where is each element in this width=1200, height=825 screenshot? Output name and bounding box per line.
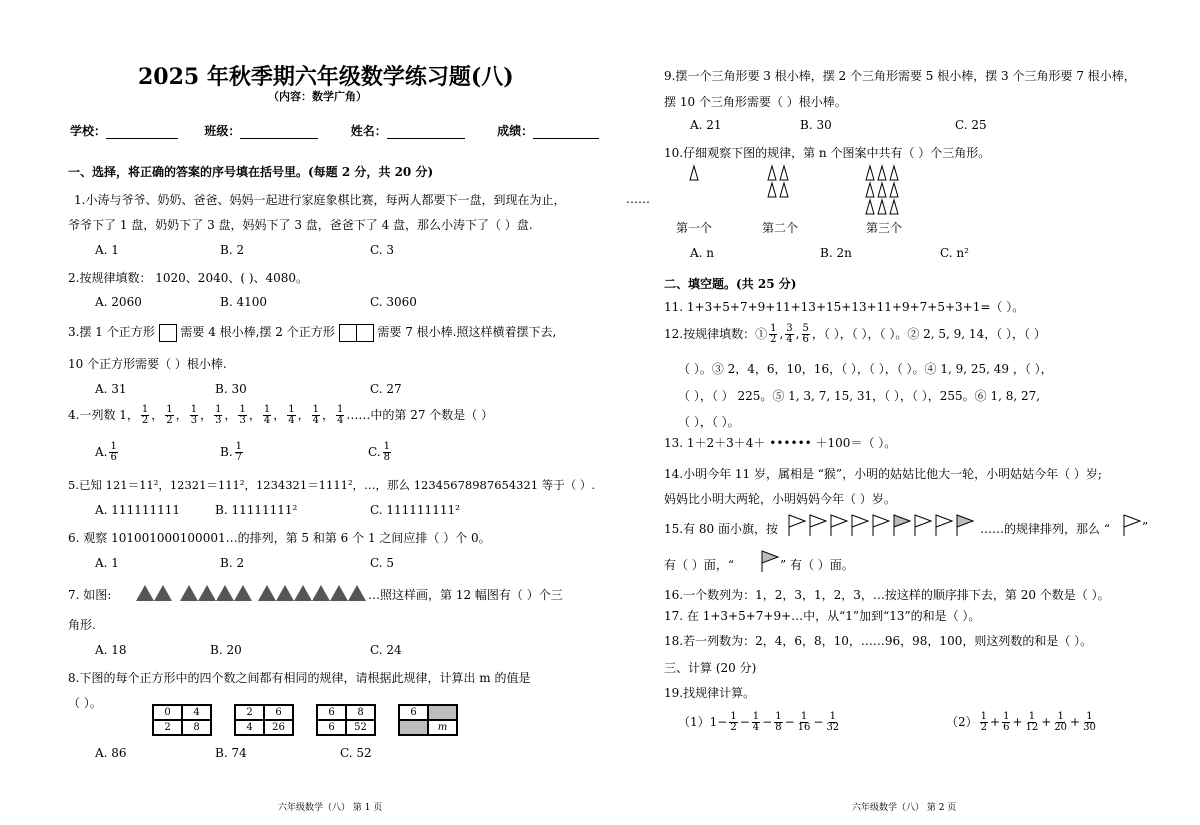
q10-option-b[interactable]: B. 2n [820, 246, 852, 260]
figure-3 [866, 166, 898, 214]
number-square-2 [234, 704, 294, 736]
numerator: 1 [1028, 711, 1036, 722]
denominator: 4 [786, 334, 793, 345]
denominator: 4 [752, 722, 760, 733]
q1-option-b[interactable]: B. 2 [220, 243, 245, 257]
denominator: 30 [1083, 722, 1096, 733]
q4-option-c-label: C. [368, 445, 381, 459]
q19-part1-label: （1）1− [678, 715, 728, 729]
cell: 8 [182, 720, 211, 735]
section-1-heading: 一、选择，将正确的答案的序号填在括号里。(每题 2 分，共 20 分) [68, 165, 434, 179]
numerator: 1 [829, 711, 836, 722]
numerator: 1 [166, 404, 173, 415]
section-3-heading: 三、计算 (20 分) [664, 661, 757, 675]
q2-line1: 2.按规律填数： 1020、2040、( )、4080。 [68, 271, 309, 285]
q8-option-b[interactable]: B. 74 [215, 746, 247, 760]
cell: 6 [317, 720, 346, 735]
q3-option-c[interactable]: C. 27 [370, 382, 402, 396]
fraction [769, 324, 777, 345]
q12-prefix: 12.按规律填数：① [664, 327, 768, 341]
fraction [752, 712, 760, 733]
numerator: 1 [775, 711, 782, 722]
q5-line1: 5.已知 121＝11²，12321＝111²，1234321＝1111²，…，那么 12345678987654321 等于（ ）. [68, 478, 596, 492]
fraction [312, 405, 320, 426]
denominator: 2 [166, 415, 173, 426]
denominator: 3 [239, 415, 246, 426]
numerator: 1 [190, 404, 198, 415]
q4-option-b-label: B. [220, 445, 233, 459]
class-field[interactable] [240, 126, 318, 139]
separator: − [813, 715, 824, 729]
separator: − [739, 715, 750, 729]
q12-line1 [664, 324, 1046, 345]
number-square-3 [316, 704, 376, 736]
school-field[interactable] [106, 126, 178, 139]
numerator: 1 [235, 441, 243, 452]
denominator: 20 [1054, 722, 1068, 733]
cell: 6 [317, 705, 346, 720]
shaded-cell [428, 705, 457, 720]
numerator: 1 [752, 711, 760, 722]
q10-option-c[interactable]: C. n² [940, 246, 969, 260]
denominator: 4 [337, 415, 344, 426]
fraction [214, 405, 222, 426]
q19: 19.找规律计算。 [664, 686, 756, 700]
fraction [336, 405, 344, 426]
name-field[interactable] [387, 126, 465, 139]
denominator: 8 [775, 722, 782, 733]
denominator: 32 [826, 722, 840, 733]
numerator: 1 [383, 441, 390, 452]
q2-option-a[interactable]: A. 2060 [95, 295, 142, 309]
q6-line1: 6. 观察 101001000100001…的排列，第 5 和第 6 个 1 之间应排（ ）个 0。 [68, 531, 491, 545]
cell: 26 [264, 720, 293, 735]
page-2 [600, 0, 1200, 825]
q12-fraction-sequence [767, 323, 812, 345]
q10-line1: 10.仔细观察下图的规律，第 n 个图案中共有（ ）个三角形。 [664, 146, 991, 160]
figure-2 [768, 166, 788, 197]
q9-option-a[interactable]: A. 21 [690, 118, 722, 132]
q15-end: ” [1142, 520, 1149, 534]
q17: 17. 在 1+3+5+7+9+…中，从“1”加到“13”的和是（ ）。 [664, 609, 981, 623]
cell: 8 [346, 705, 375, 720]
fraction [774, 712, 782, 733]
double-square-figure-left [339, 324, 357, 342]
exam-subtitle: （内容：数学广角） [268, 90, 367, 103]
flag-row [789, 515, 973, 536]
score-field[interactable] [533, 126, 599, 139]
separator: ， [248, 408, 261, 422]
white-flag-icon [1122, 513, 1142, 537]
fraction [1082, 712, 1097, 733]
q1-line2: 爷爷下了 1 盘，奶奶下了 3 盘，妈妈下了 3 盘，爸爸下了 4 盘，那么小涛下了（ ）盘. [68, 218, 533, 232]
q4-suffix: ……中的第 27 个数是（ ） [346, 408, 494, 422]
cell: 4 [182, 705, 211, 720]
cell: 0 [153, 705, 182, 720]
q1-option-c[interactable]: C. 3 [370, 243, 395, 257]
q8-line2: （ ）。 [68, 696, 102, 710]
fraction [825, 712, 840, 733]
q6-option-a[interactable]: A. 1 [95, 556, 119, 570]
q7-option-a[interactable]: A. 18 [95, 643, 127, 657]
q8-line1: 8.下图的每个正方形中的四个数之间都有相同的规律，请根据此规律，计算出 m 的值是 [68, 671, 531, 685]
fraction [1053, 712, 1068, 733]
fraction [1025, 712, 1040, 733]
cell-m: m [428, 720, 457, 735]
q4-option-c[interactable] [368, 442, 393, 463]
q19-part1 [678, 712, 842, 733]
separator: + [1012, 715, 1023, 729]
q5-option-a[interactable]: A. 111111111 [95, 503, 181, 517]
numerator: 1 [980, 711, 988, 722]
triangle-figures [686, 164, 846, 216]
numerator: 1 [110, 441, 117, 452]
q5-option-b[interactable]: B. 11111111² [215, 503, 298, 517]
cell: 52 [346, 720, 375, 735]
q3-option-a[interactable]: A. 31 [95, 382, 127, 396]
numerator: 5 [802, 323, 809, 334]
numerator: 1 [239, 404, 246, 415]
q5-option-c[interactable]: C. 111111111² [370, 503, 460, 517]
numerator: 1 [288, 404, 295, 415]
q19-part2 [946, 712, 1099, 733]
denominator: 6 [1003, 722, 1010, 733]
numerator: 1 [770, 323, 777, 334]
numerator: 1 [1003, 711, 1010, 722]
numerator: 1 [141, 404, 149, 415]
q4-option-a-fraction [109, 442, 117, 463]
figure-1 [690, 166, 698, 180]
fraction [190, 405, 198, 426]
numerator: 1 [1086, 711, 1093, 722]
denominator: 4 [263, 415, 271, 426]
q15-suffix: ……的规律排列，那么 “ [980, 522, 1110, 536]
q19-part1-terms [727, 711, 842, 733]
fraction [729, 712, 737, 733]
q7-option-b[interactable]: B. 20 [210, 643, 242, 657]
q2-option-c[interactable]: C. 3060 [370, 295, 417, 309]
denominator: 4 [312, 415, 320, 426]
q10-option-a[interactable]: A. n [690, 246, 715, 260]
q14-line2: 妈妈比小明大两轮，小明妈妈今年（ ）岁。 [664, 492, 896, 506]
numerator: 1 [1057, 711, 1064, 722]
triangle-group-2 [180, 585, 252, 601]
figure-3-label: 第三个 [866, 221, 903, 235]
fraction [785, 324, 793, 345]
separator: + [990, 715, 1001, 729]
q9-option-c[interactable]: C. 25 [955, 118, 987, 132]
fraction [980, 712, 988, 733]
separator: − [784, 715, 795, 729]
denominator: 8 [383, 452, 390, 463]
fraction [802, 324, 810, 345]
fraction [263, 405, 271, 426]
school-label: 学校： [70, 124, 107, 138]
fraction [165, 405, 173, 426]
q6-option-c[interactable]: C. 5 [370, 556, 395, 570]
number-square-1 [152, 704, 212, 736]
q18: 18.若一列数为：2，4，6，8，10，……96，98，100，则这列数的和是（ ）。 [664, 634, 1093, 648]
triangle-group-1 [136, 585, 172, 601]
q12-rest1: ，（ ），（ ），（ ）。② 2, 5, 9, 14，（ ），（ ） [811, 327, 1046, 341]
numerator: 1 [263, 404, 271, 415]
q3-option-b[interactable]: B. 30 [215, 382, 247, 396]
denominator: 2 [730, 722, 737, 733]
denominator: 3 [215, 415, 222, 426]
q10-dots: …… [626, 192, 650, 206]
q7-prefix: 7. 如图: [68, 588, 112, 602]
figure-2-label: 第二个 [762, 221, 799, 235]
q4-option-c-fraction [383, 442, 391, 463]
section-2-heading: 二、填空题。(共 25 分) [664, 277, 797, 291]
q3-line2: 10 个正方形需要（ ）根小棒. [68, 357, 227, 371]
denominator: 2 [141, 415, 149, 426]
fraction [287, 405, 295, 426]
cell: 2 [235, 705, 264, 720]
q4-prefix: 4.一列数 1， [68, 408, 139, 422]
q4-option-b-fraction [235, 442, 243, 463]
separator: ， [151, 408, 164, 422]
q11: 11. 1+3+5+7+9+11+13+15+13+11+9+7+5+3+1=（ ）。 [664, 300, 1025, 314]
denominator: 6 [110, 452, 117, 463]
q7-line2: 角形. [68, 618, 96, 632]
numerator: 1 [312, 404, 320, 415]
separator: − [762, 715, 773, 729]
cell: 4 [235, 720, 264, 735]
separator: + [1041, 715, 1052, 729]
q12-line2: （ ）。③ 2，4，6，10，16，（ ），（ ），（ ）。④ 1, 9, 25, 49 ，（ ）， [678, 362, 1053, 376]
q19-part2-terms [978, 711, 1099, 733]
fraction [238, 405, 246, 426]
shaded-cell [399, 720, 428, 735]
q4-line1 [68, 405, 493, 426]
cell: 6 [264, 705, 293, 720]
exam-title: 2025 年秋季期六年级数学练习题(八) [138, 64, 514, 90]
q12-line4: （ ），（ ）。 [678, 415, 740, 429]
separator: ， [200, 408, 213, 422]
q3-part1: 3.摆 1 个正方形 [68, 325, 155, 339]
q1-option-a[interactable]: A. 1 [95, 243, 119, 257]
q16: 16.一个数列为：1，2，3，1，2，3，…按这样的顺序排下去，第 20 个数是（ ）。 [664, 588, 1110, 602]
q12-line3: （ ），（ ） 225。⑤ 1, 3, 7, 15, 31，（ ），（ ），255。⑥ 1, 8, 27, [678, 389, 1041, 403]
cell: 2 [153, 720, 182, 735]
number-square-4 [398, 704, 458, 736]
q15-line2b: ” 有（ ）面。 [780, 558, 854, 572]
denominator: 6 [802, 334, 809, 345]
q3-part2: 需要 4 根小棒,摆 2 个正方形 [180, 325, 335, 339]
q2-option-b[interactable]: B. 4100 [220, 295, 267, 309]
single-square-figure [159, 324, 177, 342]
numerator: 1 [337, 404, 344, 415]
triangle-group-3 [258, 585, 366, 601]
numerator: 1 [215, 404, 222, 415]
separator: + [1070, 715, 1081, 729]
numerator: 1 [730, 711, 737, 722]
q7-suffix: …照这样画，第 12 幅图有（ ）个三 [368, 588, 563, 602]
class-label: 班级： [204, 124, 241, 138]
separator: , [795, 327, 800, 341]
q13: 13. 1＋2＋3＋4＋ •••••• ＋100＝（ ）。 [664, 436, 897, 450]
denominator: 4 [288, 415, 295, 426]
denominator: 2 [770, 334, 777, 345]
fraction [797, 712, 812, 733]
separator: ， [297, 408, 310, 422]
numerator: 3 [786, 323, 793, 334]
q6-option-b[interactable]: B. 2 [220, 556, 245, 570]
separator: ， [273, 408, 286, 422]
q9-line2: 摆 10 个三角形需要（ ）根小棒。 [664, 95, 847, 109]
denominator: 16 [797, 722, 811, 733]
q19-part2-label: （2） [946, 715, 978, 729]
cell: 6 [399, 705, 428, 720]
q1-line1: 1.小涛与爷爷、奶奶、爸爸、妈妈一起进行家庭象棋比赛，每两人都要下一盘，到现在为止， [74, 193, 566, 207]
q4-option-a-label: A. [95, 445, 108, 459]
q8-option-a[interactable]: A. 86 [95, 746, 127, 760]
q9-line1: 9.摆一个三角形要 3 根小棒，摆 2 个三角形需要 5 根小棒，摆 3 个三角形要 7 根小棒， [664, 69, 1136, 83]
q3-line1 [68, 323, 556, 342]
page-2-footer: 六年级数学（八） 第 2 页 [852, 803, 957, 813]
figure-1-label: 第一个 [676, 221, 713, 235]
q4-option-a[interactable] [95, 442, 120, 463]
denominator: 2 [980, 722, 988, 733]
fraction [141, 405, 149, 426]
page-1-footer: 六年级数学（八） 第 1 页 [278, 803, 383, 813]
q9-option-b[interactable]: B. 30 [800, 118, 832, 132]
flag-pattern-figure [787, 513, 977, 537]
double-square-figure-right [356, 324, 374, 342]
numerator: 1 [800, 711, 808, 722]
triangle-pattern-figure [136, 584, 364, 602]
q14-line1: 14.小明今年 11 岁，属相是 “猴”，小明的姑姑比他大一轮，小明姑姑今年（ ）岁; [664, 467, 1102, 481]
gray-flag-icon [760, 549, 780, 573]
fraction [1002, 712, 1010, 733]
separator: ， [175, 408, 188, 422]
score-label: 成绩： [497, 124, 534, 138]
separator: ， [224, 408, 237, 422]
q7-option-c[interactable]: C. 24 [370, 643, 402, 657]
q8-option-c[interactable]: C. 52 [340, 746, 372, 760]
separator: , [779, 327, 784, 341]
q15-line2a: 有（ ）面，“ [664, 558, 734, 572]
q3-part3: 需要 7 根小棒.照这样横着摆下去, [377, 325, 557, 339]
info-row [70, 122, 599, 139]
q4-option-b[interactable] [220, 442, 245, 463]
denominator: 12 [1025, 722, 1039, 733]
q4-fraction-sequence [139, 404, 347, 426]
q15-prefix: 15.有 80 面小旗，按 [664, 522, 778, 536]
separator: ， [322, 408, 335, 422]
denominator: 3 [190, 415, 198, 426]
name-label: 姓名： [350, 124, 387, 138]
denominator: 7 [235, 452, 243, 463]
